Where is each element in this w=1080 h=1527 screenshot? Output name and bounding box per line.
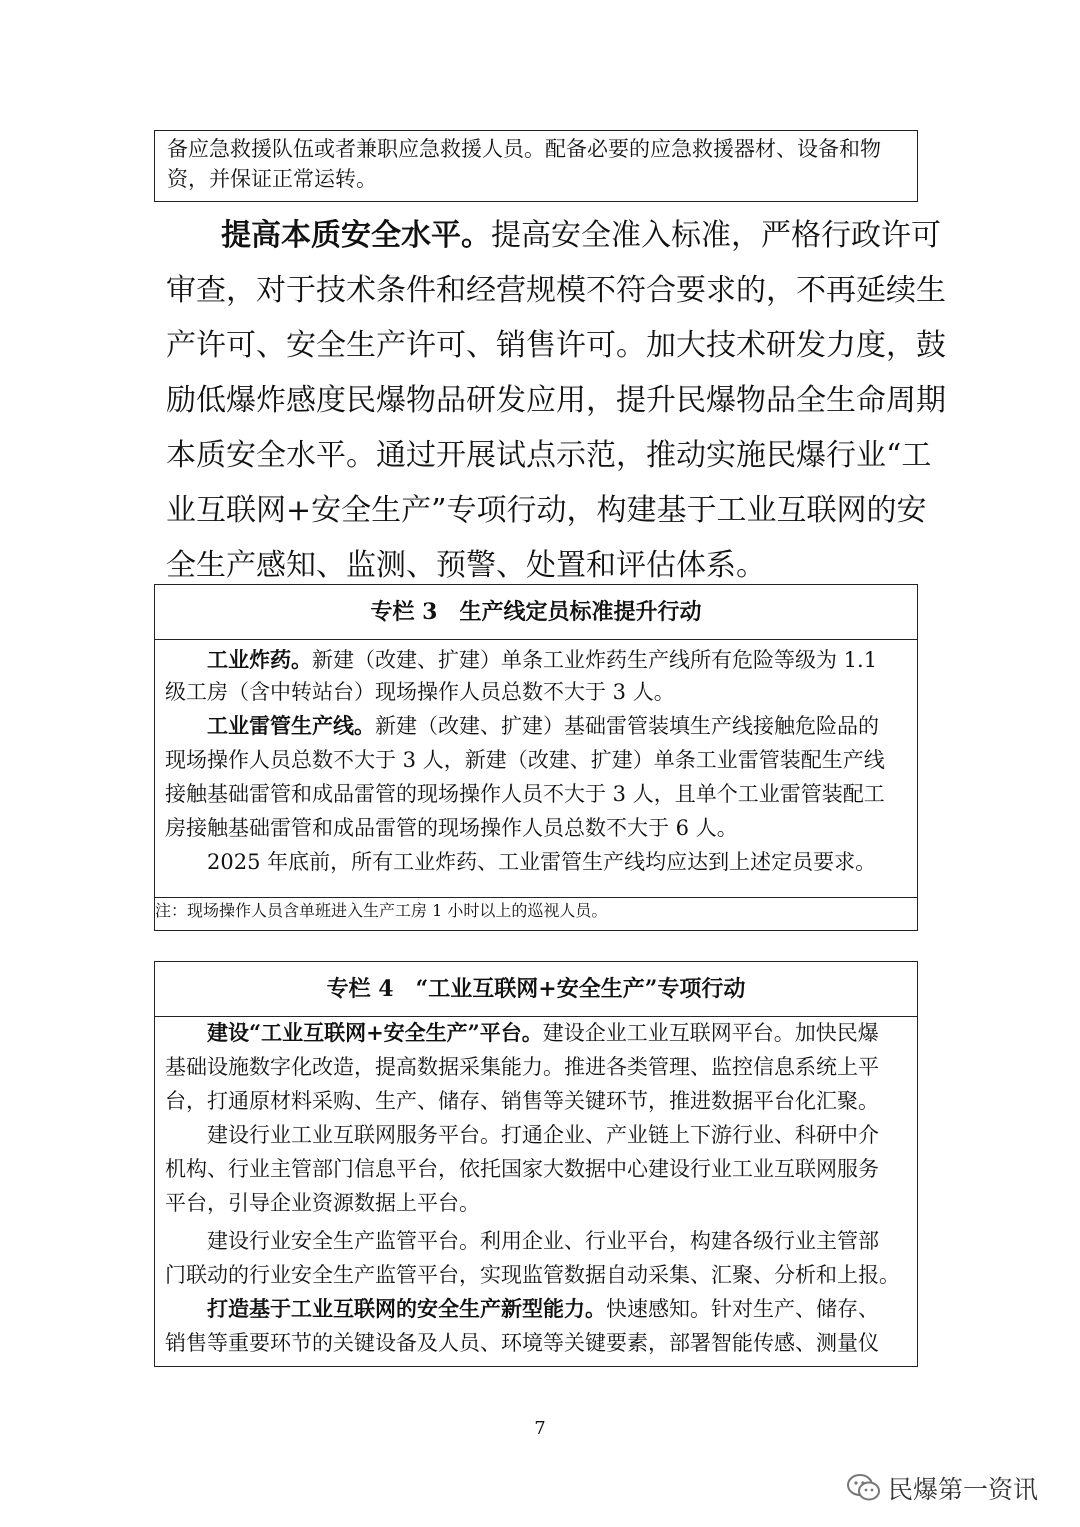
box-line: 工业炸药。新建（改建、扩建）单条工业炸药生产线所有危险等级为 1.1 xyxy=(207,647,878,672)
box-line: 平台，引导企业资源数据上平台。 xyxy=(165,1191,480,1215)
paragraph-line: 产许可、安全生产许可、销售许可。加大技术研发力度，鼓 xyxy=(166,328,946,363)
box-line: 基础设施数字化改造，提高数据采集能力。推进各类管理、监控信息系统上平 xyxy=(165,1055,879,1079)
column-box-3 xyxy=(154,584,918,931)
box-line: 建设行业工业互联网服务平台。打通企业、产业链上下游行业、科研中介 xyxy=(207,1123,879,1147)
box-line: 房接触基础雷管和成品雷管的现场操作人员总数不大于 6 人。 xyxy=(165,816,738,840)
column-box-4 xyxy=(154,961,918,1367)
box-line: 工业雷管生产线。新建（改建、扩建）基础雷管装填生产线接触危险品的 xyxy=(207,713,879,738)
box-line: 销售等重要环节的关键设备及人员、环境等关键要素，部署智能传感、测量仪 xyxy=(165,1331,879,1355)
box-title: 专栏 3 生产线定员标准提升行动 xyxy=(155,585,917,640)
box-line: 建设“工业互联网+安全生产”平台。建设企业工业互联网平台。加快民爆 xyxy=(207,1020,879,1045)
box-line: 打造基于工业互联网的安全生产新型能力。快速感知。针对生产、储存、 xyxy=(207,1296,879,1321)
box-line: 接触基础雷管和成品雷管的现场操作人员不大于 3 人，且单个工业雷管装配工 xyxy=(165,782,885,806)
paragraph-line: 提高本质安全水平。提高安全准入标准，严格行政许可 xyxy=(221,218,941,253)
box-line: 门联动的行业安全生产监管平台，实现监管数据自动采集、汇聚、分析和上报。 xyxy=(165,1263,900,1287)
paragraph-line: 本质安全水平。通过开展试点示范，推动实施民爆行业“工 xyxy=(166,438,932,473)
textbox-line: 资，并保证正常运转。 xyxy=(167,167,377,191)
box-note: 注：现场操作人员含单班进入生产工房 1 小时以上的巡视人员。 xyxy=(155,901,608,920)
box-title: 专栏 4 “工业互联网+安全生产”专项行动 xyxy=(155,962,917,1017)
paragraph-line: 励低爆炸感度民爆物品研发应用，提升民爆物品全生命周期 xyxy=(166,383,946,418)
paragraph-line: 全生产感知、监测、预警、处置和评估体系。 xyxy=(166,548,766,583)
box-line: 2025 年底前，所有工业炸药、工业雷管生产线均应达到上述定员要求。 xyxy=(207,850,877,874)
paragraph-line: 审查，对于技术条件和经营规模不符合要求的，不再延续生 xyxy=(166,273,946,308)
textbox-line: 备应急救援队伍或者兼职应急救援人员。配备必要的应急救援器材、设备和物 xyxy=(167,137,881,161)
box-line: 机构、行业主管部门信息平台，依托国家大数据中心建设行业工业互联网服务 xyxy=(165,1157,879,1181)
source-watermark xyxy=(846,1468,1038,1508)
paragraph-heading: 提高本质安全水平。 xyxy=(221,218,491,253)
page-number: 7 xyxy=(534,1418,546,1439)
paragraph-line: 业互联网+安全生产”专项行动，构建基于工业互联网的安 xyxy=(166,493,927,528)
box-line: 建设行业安全生产监管平台。利用企业、行业平台，构建各级行业主管部 xyxy=(207,1229,879,1253)
box-note-row xyxy=(155,897,917,931)
wechat-icon xyxy=(846,1473,882,1503)
box-line: 台，打通原材料采购、生产、储存、销售等关键环节，推进数据平台化汇聚。 xyxy=(165,1089,879,1113)
watermark-text: 民爆第一资讯 xyxy=(888,1475,1039,1504)
box-line: 现场操作人员总数不大于 3 人，新建（改建、扩建）单条工业雷管装配生产线 xyxy=(165,748,885,772)
continued-textbox xyxy=(154,130,918,202)
box-line: 级工房（含中转站台）现场操作人员总数不大于 3 人。 xyxy=(165,680,675,704)
